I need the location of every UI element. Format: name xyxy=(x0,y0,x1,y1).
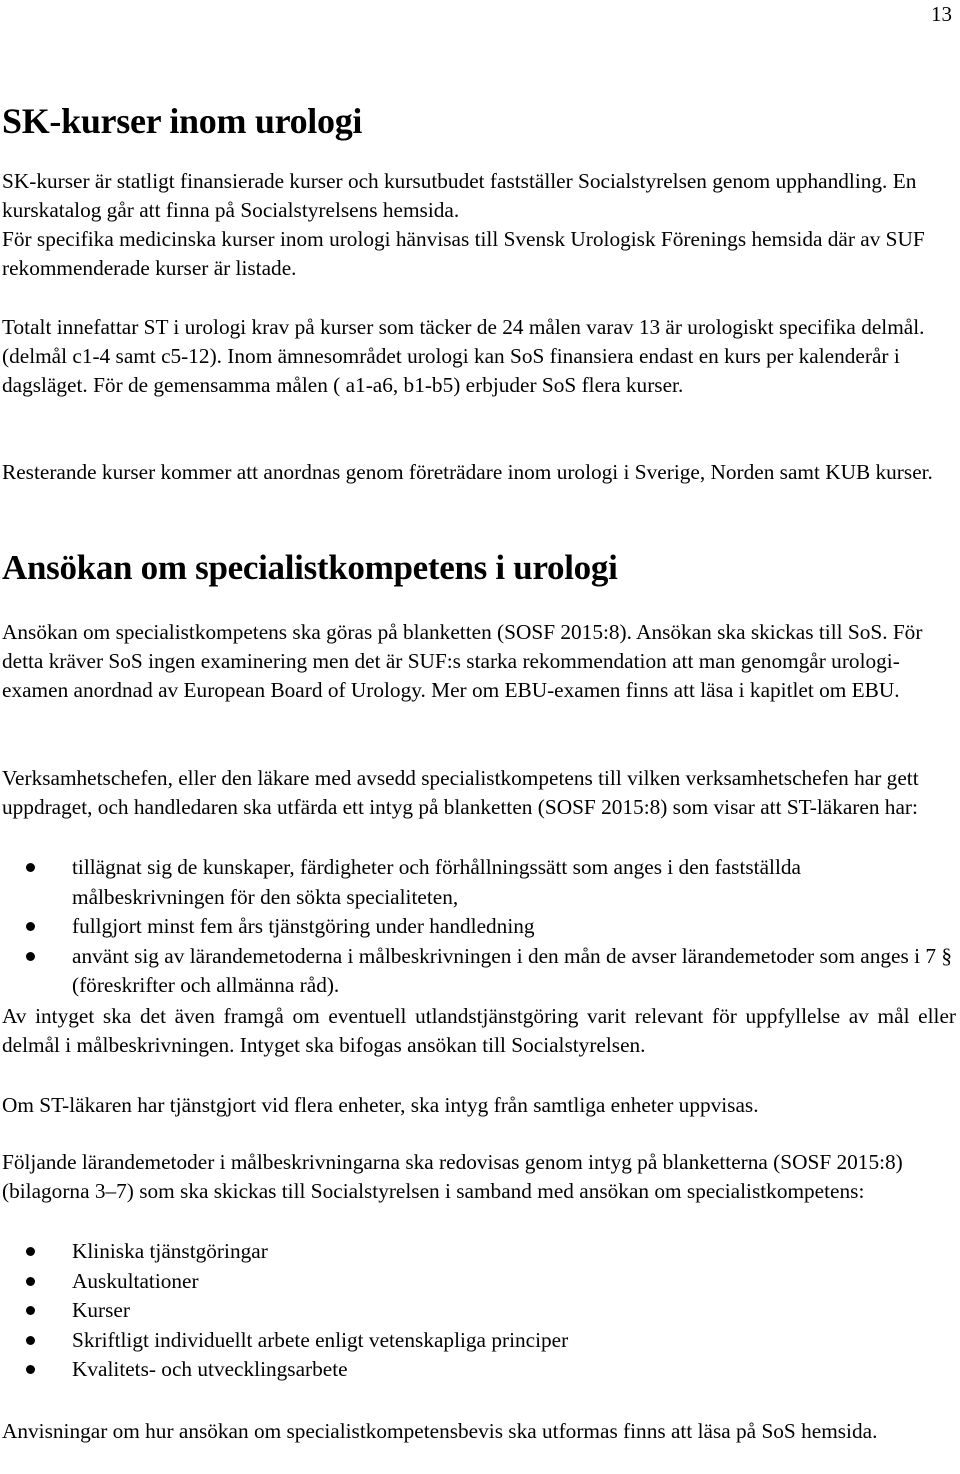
paragraph-learning-methods: Följande lärandemetoder i målbeskrivningarna ska redovisas genom intyg på blanketterna (SOSF 2015:8) (bilagorna 3–7) som ska skickas till Socialstyrelsen i samband med ansökan om specialistkompetens: xyxy=(2,1150,903,1204)
section-title-ansokan: Ansökan om specialistkompetens i urologi xyxy=(2,548,618,587)
paragraph-specific-courses: För specifika medicinska kurser inom urologi hänvisas till Svensk Urologisk Förenings hemsida där av SUF rekommenderade kurser är listade. xyxy=(2,227,925,281)
paragraph-sk-intro: SK-kurser är statligt finansierade kurser och kursutbudet fastställer Socialstyrelsen genom upphandling. En kurskatalog går att finna på Socialstyrelsens hemsida. xyxy=(2,169,917,223)
learning-methods-list xyxy=(2,1237,956,1385)
paragraph-remaining-courses: Resterande kurser kommer att anordnas genom företrädare inom urologi i Sverige, Norden samt KUB kurser. xyxy=(2,460,933,484)
list-item: Kvalitets- och utvecklingsarbete xyxy=(2,1355,956,1385)
paragraph-instructions: Anvisningar om hur ansökan om specialistkompetensbevis ska utformas finns att läsa på SoS hemsida. xyxy=(2,1419,878,1443)
bullet-icon xyxy=(26,952,35,961)
paragraph-multiple-units: Om ST-läkaren har tjänstgjort vid flera enheter, ska intyg från samtliga enheter uppvisas. xyxy=(2,1093,759,1117)
list-item: använt sig av lärandemetoderna i målbeskrivningen i den mån de avser lärandemetoder som anges i 7 § (föreskrifter och allmänna råd). xyxy=(2,942,956,1001)
section-title-sk-kurser: SK-kurser inom urologi xyxy=(2,101,363,141)
paragraph-foreign-service: Av intyget ska det även framgå om eventuell utlandstjänstgöring varit relevant för uppfyllelse av mål eller delmål i målbeskrivningen. Intyget ska bifogas ansökan till Socialstyrelsen. xyxy=(2,1004,956,1058)
list-item: Kliniska tjänstgöringar xyxy=(2,1237,956,1267)
bullet-icon xyxy=(26,1336,35,1345)
list-item: fullgjort minst fem års tjänstgöring under handledning xyxy=(2,912,956,942)
paragraph-course-requirements: Totalt innefattar ST i urologi krav på kurser som täcker de 24 målen varav 13 är urologiskt specifika delmål. (delmål c1-4 samt c5-12). Inom ämnesområdet urologi kan SoS finansiera endast en kurs per kalenderår i dagsläget. För de gemensamma målen ( a1-a6, b1-b5) erbjuder SoS flera kurser. xyxy=(2,315,925,398)
list-item: Auskultationer xyxy=(2,1267,956,1297)
certificate-requirements-list xyxy=(2,853,956,1001)
list-item: Skriftligt individuellt arbete enligt vetenskapliga principer xyxy=(2,1326,956,1356)
bullet-icon xyxy=(26,1365,35,1374)
list-item: Kurser xyxy=(2,1296,956,1326)
page-number: 13 xyxy=(931,2,952,26)
list-item: tillägnat sig de kunskaper, färdigheter och förhållningssätt som anges i den fastställda målbeskrivningen för den sökta specialiteten, xyxy=(2,853,956,912)
bullet-icon xyxy=(26,1277,35,1286)
bullet-icon xyxy=(26,863,35,872)
paragraph-application: Ansökan om specialistkompetens ska göras på blanketten (SOSF 2015:8). Ansökan ska skickas till SoS. För detta kräver SoS ingen examinering men det är SUF:s starka rekommendation att man genomgår urologi-examen anordnad av European Board of Urology. Mer om EBU-examen finns att läsa i kapitlet om EBU. xyxy=(2,620,923,703)
bullet-icon xyxy=(26,922,35,931)
paragraph-certificate-intro: Verksamhetschefen, eller den läkare med avsedd specialistkompetens till vilken verksamhetschefen har gett uppdraget, och handledaren ska utfärda ett intyg på blanketten (SOSF 2015:8) som visar att ST-läkaren har: xyxy=(2,766,919,820)
bullet-icon xyxy=(26,1247,35,1256)
bullet-icon xyxy=(26,1306,35,1315)
